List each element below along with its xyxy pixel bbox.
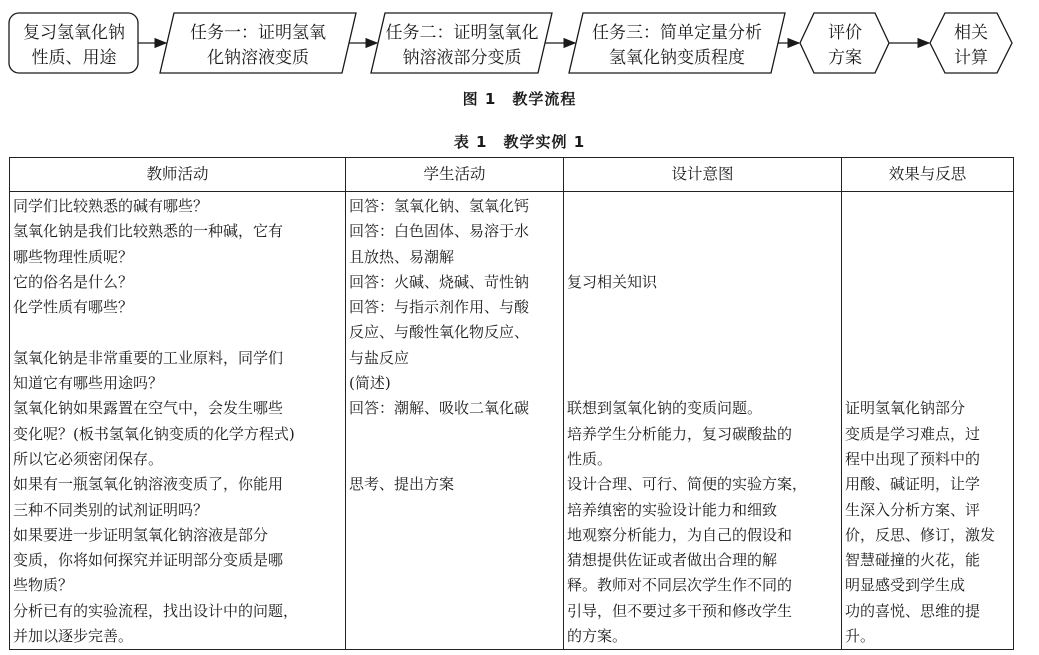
task1-label-1: 任务一：证明氢氧 (190, 23, 326, 43)
cell-text-line (845, 194, 1010, 219)
cell-text-line (349, 422, 560, 447)
cell-text-line (845, 270, 1010, 295)
cell-text-line: 氢氧化钠是非常重要的工业原料，同学们 (13, 348, 284, 367)
table-row (10, 192, 1014, 650)
cell-text-line: 联想到氢氧化钠的变质问题。 (567, 399, 763, 418)
header-design-intent: 设计意图 (564, 158, 842, 192)
start-label-2: 性质、用途 (31, 48, 117, 68)
teaching-flowchart (0, 0, 1039, 82)
cell-text-line (845, 371, 1010, 396)
cell-text-line: 培养缜密的实验设计能力和细致 (567, 500, 778, 519)
cell-text-line: 复习相关知识 (567, 272, 658, 291)
cell-text-line (567, 295, 838, 320)
cell-text-line: 功的喜悦、思维的提 (845, 601, 981, 620)
cell-text-line: 变化呢？(板书氢氧化钠变质的化学方程式) (13, 424, 295, 443)
task1-label-2: 化钠溶液变质 (207, 48, 309, 68)
cell-text-line (567, 371, 838, 396)
cell-text-line: 并加以逐步完善。 (13, 627, 134, 646)
cell-text-line: 变质，你将如何探究并证明部分变质是哪 (13, 551, 284, 570)
cell-text-line: 的方案。 (567, 627, 628, 646)
cell-text-line (845, 219, 1010, 244)
header-teacher-activity: 教师活动 (10, 158, 346, 192)
cell-text-line (13, 320, 342, 345)
cell-text-line: 地观察分析能力，为自己的假设和 (567, 525, 793, 544)
cell-text-line (567, 346, 838, 371)
cell-text-line: 回答：白色固体、易溶于水 (349, 222, 530, 241)
cell-text-line: 与盐反应 (349, 348, 410, 367)
cell-text-line: 回答：氢氧化钠、氢氧化钙 (349, 197, 530, 215)
teacher-activity-cell (10, 192, 346, 650)
cell-text-line: 氢氧化钠是我们比较熟悉的一种碱，它有 (13, 222, 284, 241)
cell-text-line: 如果要进一步证明氢氧化钠溶液是部分 (13, 525, 269, 544)
cell-text-line (567, 194, 838, 219)
cell-text-line: 回答：潮解、吸收二氧化碳 (349, 399, 530, 418)
cell-text-line: 所以它必须密闭保存。 (13, 449, 164, 468)
cell-text-line: 些物质？ (13, 576, 74, 595)
cell-text-line: 证明氢氧化钠部分 (845, 399, 966, 418)
cell-text-line: 引导，但不要过多干预和修改学生 (567, 601, 793, 620)
cell-text-line (845, 245, 1010, 270)
design-intent-cell (564, 192, 842, 650)
cell-text-line: 回答：火碱、烧碱、苛性钠 (349, 272, 530, 291)
cell-text-line (567, 219, 838, 244)
cell-text-line: (简述) (349, 374, 391, 393)
cell-text-line (567, 320, 838, 345)
cell-text-line: 它的俗名是什么？ (13, 272, 134, 291)
table-caption: 表 1 教学实例 1 (453, 133, 586, 151)
task3-label-1: 任务三：简单定量分析 (592, 23, 762, 43)
cell-text-line: 如果有一瓶氢氧化钠溶液变质了，你能用 (13, 475, 284, 494)
cell-text-line (845, 320, 1010, 345)
cell-text-line: 生深入分析方案、评 (845, 500, 981, 519)
cell-text-line: 猜想提供佐证或者做出合理的解 (567, 551, 778, 570)
task3-label-2: 氢氧化钠变质程度 (609, 48, 745, 68)
cell-text-line: 化学性质有哪些？ (13, 298, 134, 317)
cell-text-line: 设计合理、可行、简便的实验方案， (567, 475, 808, 494)
cell-text-line: 知道它有哪些用途吗？ (13, 374, 164, 393)
cell-text-line: 变质是学习难点，过 (845, 424, 981, 443)
cell-text-line: 释。教师对不同层次学生作不同的 (567, 576, 793, 595)
cell-text-line: 分析已有的实验流程，找出设计中的问题， (13, 601, 299, 620)
cell-text-line: 性质。 (567, 449, 613, 468)
cell-text-line: 用酸、碱证明，让学 (845, 475, 981, 494)
cell-text-line: 同学们比较熟悉的碱有哪些？ (13, 197, 209, 215)
start-label-1: 复习氢氧化钠 (23, 23, 125, 43)
cell-text-line: 升。 (845, 627, 876, 646)
student-activity-cell (346, 192, 564, 650)
task2-label-1: 任务二：证明氢氧化 (385, 23, 539, 43)
effect-reflection-cell (842, 192, 1014, 650)
cell-text-line: 三种不同类别的试剂证明吗？ (13, 500, 209, 519)
cell-text-line: 且放热、易潮解 (349, 247, 455, 266)
cell-text-line (845, 295, 1010, 320)
cell-text-line: 反应、与酸性氧化物反应、 (349, 323, 530, 342)
teaching-example-table (9, 157, 1014, 650)
evaluate-label-2: 方案 (828, 48, 862, 68)
cell-text-line (567, 245, 838, 270)
cell-text-line: 智慧碰撞的火花，能 (845, 551, 981, 570)
cell-text-line: 价，反思、修订，激发 (845, 525, 996, 544)
header-effect-reflection: 效果与反思 (842, 158, 1014, 192)
calculate-label-1: 相关 (954, 23, 988, 43)
cell-text-line: 培养学生分析能力，复习碳酸盐的 (567, 424, 793, 443)
cell-text-line (845, 346, 1010, 371)
evaluate-label-1: 评价 (828, 23, 862, 43)
cell-text-line: 氢氧化钠如果露置在空气中，会发生哪些 (13, 399, 284, 418)
cell-text-line: 程中出现了预料中的 (845, 449, 981, 468)
cell-text-line: 明显感受到学生成 (845, 576, 966, 595)
calculate-label-2: 计算 (954, 48, 988, 68)
header-student-activity: 学生活动 (346, 158, 564, 192)
task2-label-2: 钠溶液部分变质 (402, 48, 522, 68)
cell-text-line: 思考、提出方案 (349, 475, 455, 494)
cell-text-line (349, 447, 560, 472)
cell-text-line: 哪些物理性质呢？ (13, 247, 134, 266)
table-header-row (10, 158, 1014, 192)
figure-caption: 图 1 教学流程 (462, 90, 577, 108)
cell-text-line: 回答：与指示剂作用、与酸 (349, 298, 530, 317)
